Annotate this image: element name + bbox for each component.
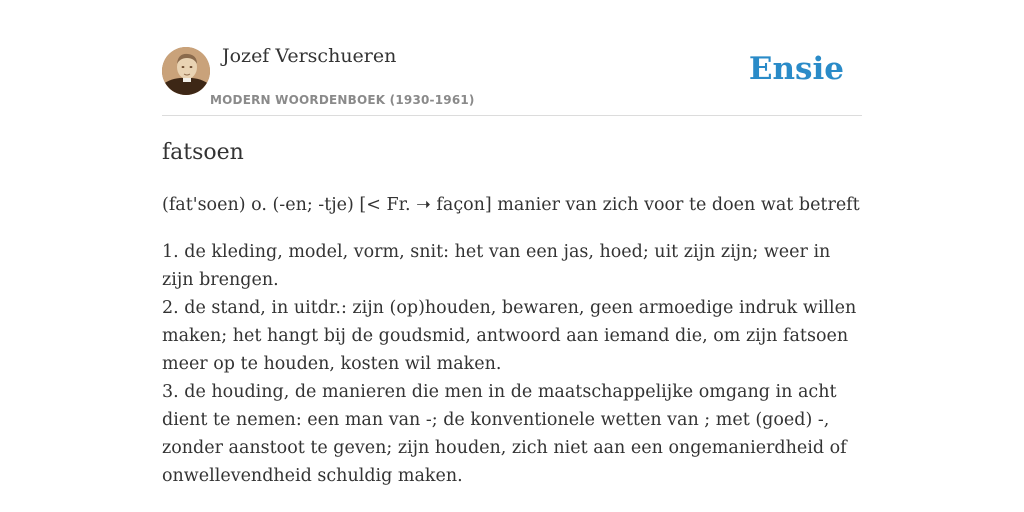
definition-item: 2. de stand, in uitdr.: zijn (op)houden, bewaren, geen armoedige indruk willen maken; het hangt bij de goudsmid, antwoord aan iemand die, om zijn fatsoen meer op te houden, kosten wil maken. [162, 298, 857, 374]
definition-item: 3. de houding, de manieren die men in de maatschappelijke omgang in acht dient te nemen: een man van -; de konventionele wetten van ; met (goed) -, zonder aanstoot te geven; zijn houden, zich niet aan een ongemanierdheid of onwellevendheid schuldig maken. [162, 382, 847, 486]
author-portrait-icon [162, 47, 210, 95]
definition-item: 1. de kleding, model, vorm, snit: het van een jas, hoed; uit zijn zijn; weer in zijn brengen. [162, 242, 831, 290]
entry-header [162, 0, 862, 116]
entry-etymology: (fat'soen) o. (-en; -tje) [< Fr. ➝ façon] manier van zich voor te doen wat betreft [162, 195, 860, 215]
author-avatar[interactable] [162, 47, 210, 95]
author-name[interactable]: Jozef Verschueren [222, 45, 397, 67]
definition-list [162, 238, 862, 490]
ensie-logo[interactable]: Ensie [748, 51, 844, 87]
source-label: MODERN WOORDENBOEK (1930-1961) [210, 93, 475, 107]
entry-title: fatsoen [162, 140, 244, 165]
entry-card [162, 0, 862, 512]
